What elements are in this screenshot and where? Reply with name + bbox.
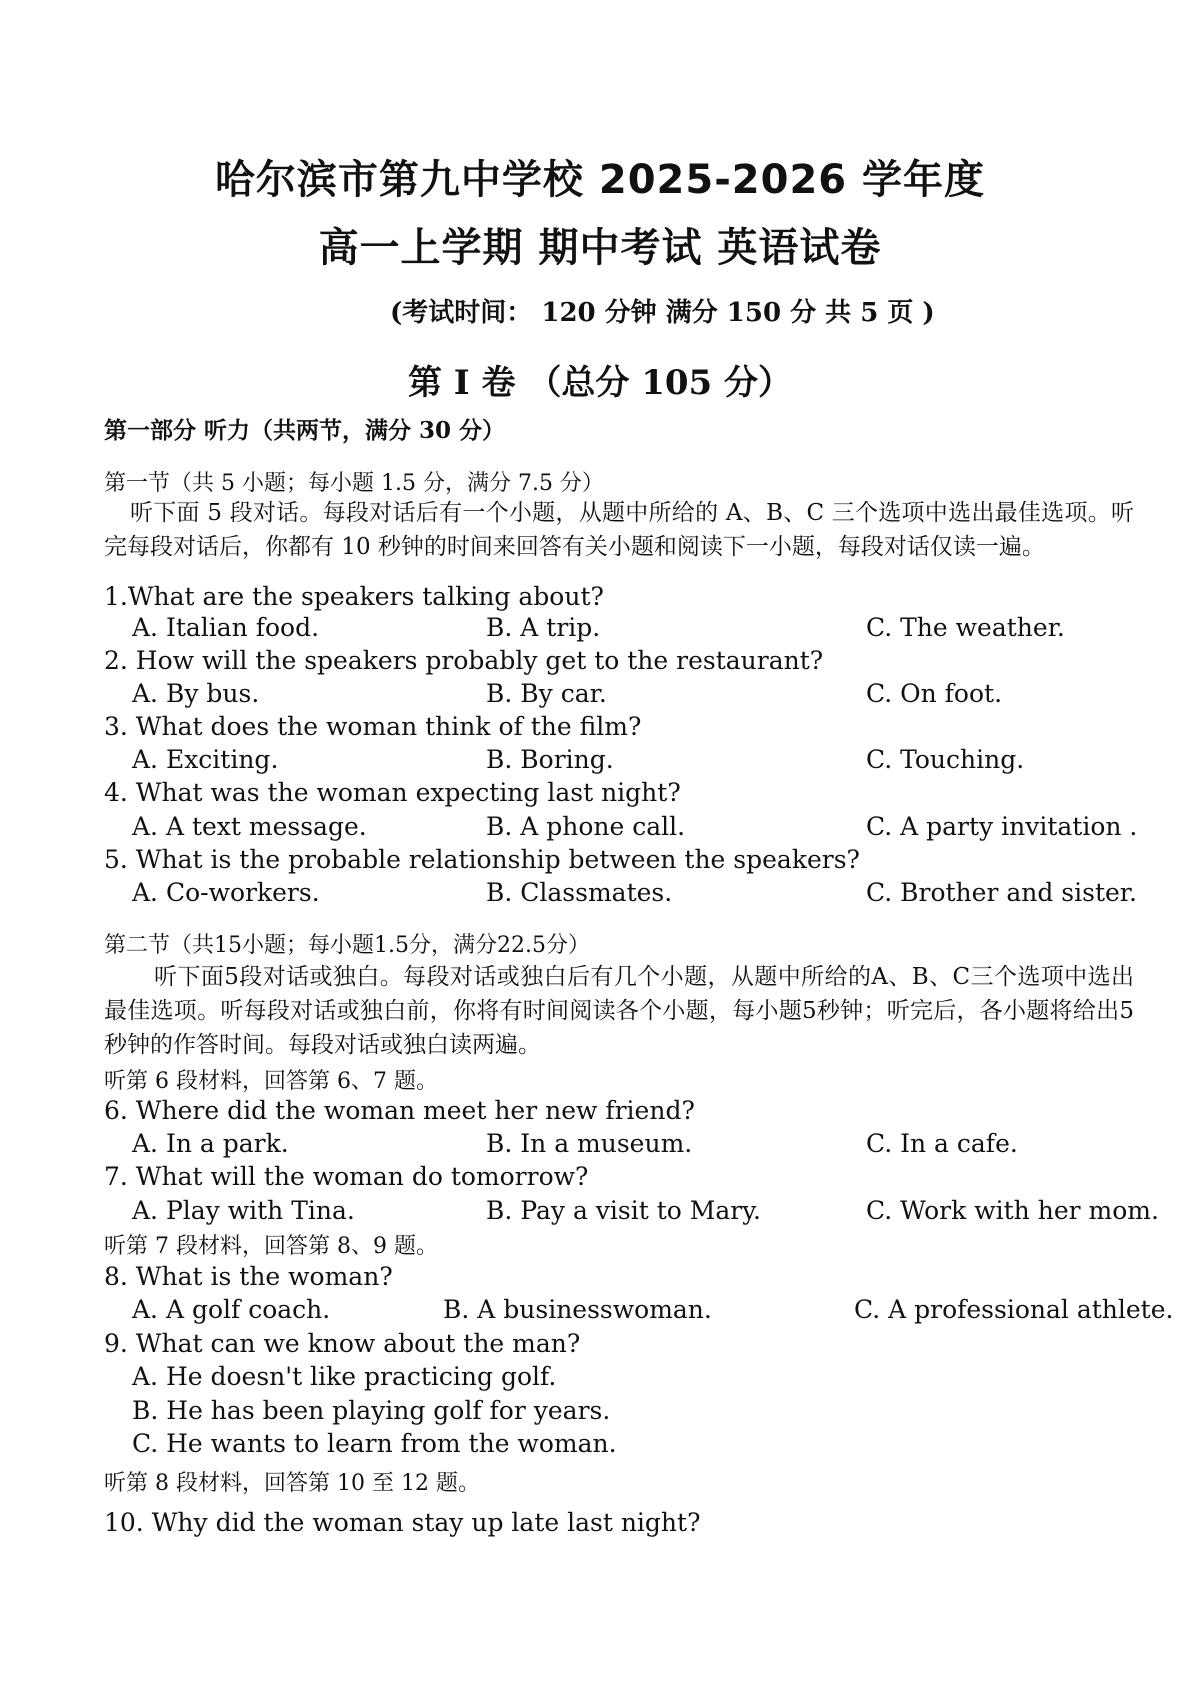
question-stem: 2. How will the speakers probably get to the restaurant? <box>104 646 824 675</box>
option-a: A. Italian food. <box>132 613 320 642</box>
question-stem: 6. Where did the woman meet her new friend? <box>104 1096 695 1125</box>
option-c: C. The weather. <box>866 613 1065 642</box>
question-stem: 10. Why did the woman stay up late last night? <box>104 1508 701 1537</box>
option-b: B. By car. <box>486 679 607 708</box>
option-b: B. A phone call. <box>486 812 686 841</box>
option-c: C. He wants to learn from the woman. <box>132 1429 617 1458</box>
option-a: A. He doesn't like practicing golf. <box>132 1362 557 1391</box>
section2-title: 第二节（共15小题；每小题1.5分，满分22.5分） <box>104 933 590 958</box>
question-stem: 7. What will the woman do tomorrow? <box>104 1162 589 1191</box>
question-stem: 4. What was the woman expecting last night? <box>104 778 681 807</box>
option-c: C. Brother and sister. <box>866 878 1137 907</box>
part1-title: 第一部分 听力（共两节，满分 30 分） <box>104 417 506 444</box>
option-a: A. In a park. <box>132 1129 289 1158</box>
exam-info: (考试时间： 120 分钟 满分 150 分 共 5 页 ) <box>390 298 935 328</box>
option-b: B. A businesswoman. <box>443 1295 712 1324</box>
question-stem: 9. What can we know about the man? <box>104 1329 581 1358</box>
option-b: B. A trip. <box>486 613 601 642</box>
option-a: A. Co-workers. <box>132 878 320 907</box>
material-note-8: 听第 8 段材料，回答第 10 至 12 题。 <box>104 1471 480 1496</box>
option-c: C. Work with her mom. <box>866 1196 1159 1225</box>
material-note-6: 听第 6 段材料，回答第 6、7 题。 <box>104 1069 438 1094</box>
question-stem: 5. What is the probable relationship between the speakers? <box>104 845 860 874</box>
exam-title-line2: 高一上学期 期中考试 英语试卷 <box>318 225 882 271</box>
option-a: A. Play with Tina. <box>132 1196 355 1225</box>
question-stem: 1.What are the speakers talking about? <box>104 582 604 611</box>
volume-heading: 第 I 卷 （总分 105 分） <box>407 363 793 403</box>
option-c: C. In a cafe. <box>866 1129 1018 1158</box>
option-c: C. A professional athlete. <box>854 1295 1174 1324</box>
option-b: B. Pay a visit to Mary. <box>486 1196 761 1225</box>
option-b: B. Classmates. <box>486 878 673 907</box>
option-c: C. On foot. <box>866 679 1003 708</box>
section1-instructions: 听下面 5 段对话。每段对话后有一个小题，从题中所给的 A、B、C 三个选项中选出最佳选项。听完每段对话后，你都有 10 秒钟的时间来回答有关小题和阅读下一小题，每段对话仅读一遍。 <box>104 500 1134 560</box>
option-b: B. In a museum. <box>486 1129 693 1158</box>
material-note-7: 听第 7 段材料，回答第 8、9 题。 <box>104 1234 438 1259</box>
option-c: C. Touching. <box>866 745 1025 774</box>
question-stem: 3. What does the woman think of the film? <box>104 712 642 741</box>
option-a: A. Exciting. <box>132 745 279 774</box>
option-a: A. By bus. <box>132 679 260 708</box>
exam-title-line1: 哈尔滨市第九中学校 2025-2026 学年度 <box>214 157 986 203</box>
option-c: C. A party invitation . <box>866 812 1138 841</box>
option-b: B. Boring. <box>486 745 614 774</box>
section2-instructions: 听下面5段对话或独白。每段对话或独白后有几个小题，从题中所给的A、B、C三个选项中选出最佳选项。听每段对话或独白前，你将有时间阅读各个小题，每小题5秒钟；听完后，各小题将给出5秒钟的作答时间。每段对话或独白读两遍。 <box>104 964 1134 1058</box>
question-stem: 8. What is the woman? <box>104 1262 393 1291</box>
option-b: B. He has been playing golf for years. <box>132 1396 611 1425</box>
option-a: A. A text message. <box>132 812 367 841</box>
section1-title: 第一节（共 5 小题；每小题 1.5 分，满分 7.5 分） <box>104 471 604 496</box>
option-a: A. A golf coach. <box>132 1295 331 1324</box>
